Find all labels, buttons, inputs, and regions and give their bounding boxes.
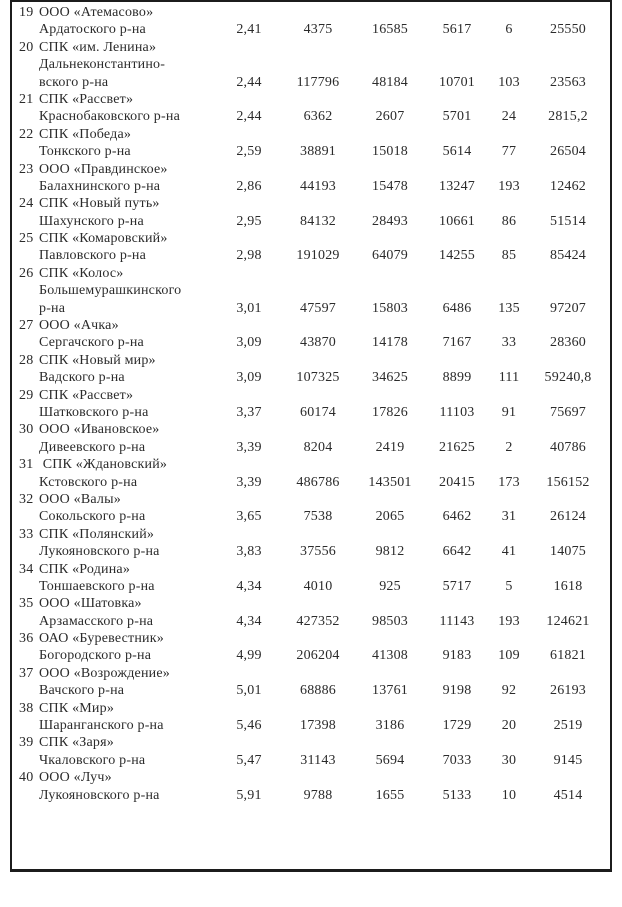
org-name: ООО «Правдинское»: [39, 161, 168, 177]
value-cell: 14075: [550, 544, 586, 560]
value-cell: 44193: [300, 178, 336, 194]
value-cell: 38891: [300, 144, 336, 160]
table-line: [12, 439, 610, 456]
value-cell: 60174: [300, 404, 336, 420]
table-frame: [10, 0, 612, 872]
row-number: 25: [19, 231, 34, 247]
value-cell: 2,44: [236, 74, 262, 90]
value-cell: 4375: [303, 22, 333, 38]
table-line: [12, 282, 610, 299]
value-cell: 2815,2: [548, 109, 588, 125]
org-name: СПК «Комаровский»: [39, 231, 168, 247]
value-cell: 486786: [296, 474, 340, 490]
value-cell: 59240,8: [544, 370, 592, 386]
district-name: Сокольского р-на: [39, 509, 146, 525]
value-cell: 9198: [442, 683, 472, 699]
value-cell: 5614: [442, 144, 472, 160]
value-cell: 15478: [372, 178, 408, 194]
value-cell: 17826: [372, 404, 408, 420]
table-line: [12, 334, 610, 351]
value-cell: 25550: [550, 22, 586, 38]
table-line: [12, 665, 610, 682]
value-cell: 31143: [300, 752, 336, 768]
row-number: 34: [19, 561, 34, 577]
table-line: [12, 247, 610, 264]
value-cell: 3,09: [236, 335, 262, 351]
district-name: Дальнеконстантино-: [39, 57, 166, 73]
district-name: Шахунского р-на: [39, 213, 144, 229]
value-cell: 925: [379, 578, 401, 594]
district-name: Балахнинского р-на: [39, 178, 161, 194]
table-line: [12, 91, 610, 108]
table-line: [12, 230, 610, 247]
table-line: [12, 56, 610, 73]
district-name: Кстовского р-на: [39, 474, 138, 490]
value-cell: 48184: [372, 74, 408, 90]
value-cell: 61821: [550, 648, 586, 664]
value-cell: 51514: [550, 213, 586, 229]
district-name: Лукояновского р-на: [39, 544, 160, 560]
value-cell: 4,34: [236, 613, 262, 629]
table-line: [12, 543, 610, 560]
ranking-table: [12, 2, 610, 804]
org-name: ООО «Валы»: [39, 491, 121, 507]
district-name: Чкаловского р-на: [39, 752, 146, 768]
org-name: СПК «Рассвет»: [39, 387, 134, 403]
org-name: СПК «Родина»: [39, 561, 131, 577]
value-cell: 43870: [300, 335, 336, 351]
district-name: Ардатоского р-на: [39, 22, 146, 38]
value-cell: 34625: [372, 370, 408, 386]
value-cell: 2: [505, 439, 513, 455]
value-cell: 84132: [300, 213, 336, 229]
value-cell: 14178: [372, 335, 408, 351]
value-cell: 9183: [442, 648, 472, 664]
value-cell: 8204: [303, 439, 333, 455]
value-cell: 9145: [553, 752, 583, 768]
district-name: Богородского р-на: [39, 648, 152, 664]
value-cell: 10661: [439, 213, 475, 229]
table-line: [12, 682, 610, 699]
value-cell: 193: [498, 613, 520, 629]
table-line: [12, 508, 610, 525]
value-cell: 173: [498, 474, 520, 490]
district-name: Павловского р-на: [39, 248, 147, 264]
value-cell: 7167: [442, 335, 472, 351]
value-cell: 26193: [550, 683, 586, 699]
value-cell: 191029: [296, 248, 340, 264]
table-line: [12, 787, 610, 804]
row-number: 32: [19, 491, 34, 507]
value-cell: 2607: [375, 109, 405, 125]
value-cell: 1618: [553, 578, 583, 594]
value-cell: 47597: [300, 300, 336, 316]
value-cell: 193: [498, 178, 520, 194]
value-cell: 4,34: [236, 578, 262, 594]
org-name: ОАО «Буревестник»: [39, 631, 164, 647]
value-cell: 41308: [372, 648, 408, 664]
org-name: СПК «Колос»: [39, 265, 124, 281]
table-line: [12, 39, 610, 56]
value-cell: 97207: [550, 300, 586, 316]
district-name: Арзамасского р-на: [39, 613, 154, 629]
district-name: Вачского р-на: [39, 683, 125, 699]
value-cell: 12462: [550, 178, 586, 194]
table-line: [12, 161, 610, 178]
value-cell: 117796: [296, 74, 340, 90]
value-cell: 9788: [303, 787, 333, 803]
row-number: 39: [19, 735, 34, 751]
row-number: 40: [19, 770, 34, 786]
org-name: ООО «Луч»: [39, 770, 112, 786]
value-cell: 1729: [442, 718, 472, 734]
table-line: [12, 387, 610, 404]
value-cell: 15018: [372, 144, 408, 160]
org-name: ООО «Возрождение»: [39, 665, 170, 681]
district-name: Лукояновского р-на: [39, 787, 160, 803]
value-cell: 64079: [372, 248, 408, 264]
value-cell: 13761: [372, 683, 408, 699]
table-line: [12, 300, 610, 317]
value-cell: 3,09: [236, 370, 262, 386]
table-line: [12, 700, 610, 717]
value-cell: 92: [501, 683, 517, 699]
table-line: [12, 143, 610, 160]
table-line: [12, 578, 610, 595]
value-cell: 5617: [442, 22, 472, 38]
row-number: 31: [19, 457, 34, 473]
value-cell: 3,39: [236, 439, 262, 455]
table-line: [12, 195, 610, 212]
value-cell: 2,98: [236, 248, 262, 264]
org-name: ООО «Ивановское»: [39, 422, 160, 438]
value-cell: 6486: [442, 300, 472, 316]
value-cell: 1655: [375, 787, 405, 803]
org-name: СПК «им. Ленина»: [39, 39, 157, 55]
district-name: вского р-на: [39, 74, 109, 90]
value-cell: 3,01: [236, 300, 262, 316]
row-number: 23: [19, 161, 34, 177]
value-cell: 427352: [296, 613, 340, 629]
district-name: р-на: [39, 300, 66, 316]
district-name: Сергачского р-на: [39, 335, 144, 351]
org-name: СПК «Мир»: [39, 700, 115, 716]
value-cell: 7538: [303, 509, 333, 525]
table-line: [12, 404, 610, 421]
value-cell: 5,01: [236, 683, 262, 699]
value-cell: 37556: [300, 544, 336, 560]
value-cell: 24: [501, 109, 517, 125]
row-number: 19: [19, 5, 34, 20]
row-number: 29: [19, 387, 34, 403]
value-cell: 124621: [546, 613, 590, 629]
table-line: [12, 491, 610, 508]
org-name: СПК «Заря»: [39, 735, 114, 751]
table-line: [12, 369, 610, 386]
value-cell: 26504: [550, 144, 586, 160]
value-cell: 3,83: [236, 544, 262, 560]
table-line: [12, 613, 610, 630]
table-line: [12, 421, 610, 438]
table-line: [12, 561, 610, 578]
value-cell: 206204: [296, 648, 340, 664]
row-number: 21: [19, 91, 34, 107]
org-name: СПК «Полянский»: [39, 526, 155, 542]
value-cell: 107325: [296, 370, 340, 386]
table-line: [12, 630, 610, 647]
org-name: СПК «Новый путь»: [39, 196, 160, 212]
row-number: 24: [19, 196, 34, 212]
value-cell: 10701: [439, 74, 475, 90]
value-cell: 2065: [375, 509, 405, 525]
value-cell: 21625: [439, 439, 475, 455]
table-line: [12, 647, 610, 664]
table-line: [12, 734, 610, 751]
value-cell: 5,47: [236, 752, 262, 768]
value-cell: 33: [501, 335, 517, 351]
table-line: [12, 526, 610, 543]
value-cell: 98503: [372, 613, 408, 629]
value-cell: 28493: [372, 213, 408, 229]
row-number: 36: [19, 631, 34, 647]
value-cell: 2,95: [236, 213, 262, 229]
value-cell: 6: [505, 22, 513, 38]
value-cell: 41: [501, 544, 517, 560]
value-cell: 135: [498, 300, 520, 316]
district-name: Тоншаевского р-на: [39, 578, 155, 594]
row-number: 22: [19, 126, 34, 142]
value-cell: 11103: [439, 404, 475, 420]
table-line: [12, 352, 610, 369]
table-line: [12, 74, 610, 91]
value-cell: 2,41: [236, 22, 262, 38]
value-cell: 16585: [372, 22, 408, 38]
value-cell: 6362: [303, 109, 333, 125]
org-name: ООО «Шатовка»: [39, 596, 142, 612]
value-cell: 10: [501, 787, 517, 803]
row-number: 30: [19, 422, 34, 438]
district-name: Краснобаковского р-на: [39, 109, 180, 125]
value-cell: 5: [505, 578, 513, 594]
row-number: 28: [19, 352, 34, 368]
org-name: СПК «Ждановский»: [39, 457, 168, 473]
row-number: 27: [19, 318, 34, 334]
value-cell: 40786: [550, 439, 586, 455]
value-cell: 111: [498, 370, 520, 386]
value-cell: 143501: [368, 474, 412, 490]
value-cell: 30: [501, 752, 517, 768]
org-name: СПК «Новый мир»: [39, 352, 156, 368]
value-cell: 2,44: [236, 109, 262, 125]
row-number: 37: [19, 665, 34, 681]
org-name: ООО «Ачка»: [39, 318, 119, 334]
value-cell: 91: [501, 404, 517, 420]
value-cell: 5133: [442, 787, 472, 803]
value-cell: 2,86: [236, 178, 262, 194]
value-cell: 75697: [550, 404, 586, 420]
table-line: [12, 769, 610, 786]
value-cell: 85: [501, 248, 517, 264]
row-number: 38: [19, 700, 34, 716]
row-number: 35: [19, 596, 34, 612]
value-cell: 2519: [553, 718, 583, 734]
table-line: [12, 213, 610, 230]
value-cell: 9812: [375, 544, 405, 560]
value-cell: 2419: [375, 439, 405, 455]
value-cell: 2,59: [236, 144, 262, 160]
table-line: [12, 265, 610, 282]
value-cell: 5694: [375, 752, 405, 768]
table-line: [12, 108, 610, 125]
table-line: [12, 317, 610, 334]
value-cell: 13247: [439, 178, 475, 194]
value-cell: 6642: [442, 544, 472, 560]
value-cell: 23563: [550, 74, 586, 90]
value-cell: 3186: [375, 718, 405, 734]
value-cell: 31: [501, 509, 517, 525]
value-cell: 17398: [300, 718, 336, 734]
district-name: Шатковского р-на: [39, 404, 149, 420]
value-cell: 20: [501, 718, 517, 734]
value-cell: 85424: [550, 248, 586, 264]
value-cell: 4010: [303, 578, 333, 594]
value-cell: 77: [501, 144, 517, 160]
value-cell: 20415: [439, 474, 475, 490]
table-line: [12, 717, 610, 734]
value-cell: 28360: [550, 335, 586, 351]
value-cell: 3,39: [236, 474, 262, 490]
value-cell: 4514: [553, 787, 583, 803]
org-name: ООО «Атемасово»: [39, 5, 154, 20]
value-cell: 8899: [442, 370, 472, 386]
row-number: 33: [19, 526, 34, 542]
value-cell: 86: [501, 213, 517, 229]
value-cell: 4,99: [236, 648, 262, 664]
district-name: Тонкского р-на: [39, 144, 131, 160]
row-number: 20: [19, 39, 34, 55]
district-name: Дивеевского р-на: [39, 439, 146, 455]
value-cell: 109: [498, 648, 520, 664]
value-cell: 15803: [372, 300, 408, 316]
district-name: Большемурашкинского: [39, 283, 182, 299]
district-name: Шаранганского р-на: [39, 718, 164, 734]
table-line: [12, 126, 610, 143]
value-cell: 156152: [546, 474, 590, 490]
value-cell: 26124: [550, 509, 586, 525]
value-cell: 5,46: [236, 718, 262, 734]
table-line: [12, 21, 610, 38]
value-cell: 6462: [442, 509, 472, 525]
value-cell: 3,65: [236, 509, 262, 525]
value-cell: 68886: [300, 683, 336, 699]
value-cell: 11143: [439, 613, 475, 629]
table-line: [12, 4, 610, 21]
table-line: [12, 474, 610, 491]
table-line: [12, 456, 610, 473]
value-cell: 5717: [442, 578, 472, 594]
value-cell: 3,37: [236, 404, 262, 420]
table-line: [12, 178, 610, 195]
district-name: Вадского р-на: [39, 370, 125, 386]
value-cell: 5701: [442, 109, 472, 125]
value-cell: 7033: [442, 752, 472, 768]
value-cell: 103: [498, 74, 520, 90]
org-name: СПК «Рассвет»: [39, 91, 134, 107]
row-number: 26: [19, 265, 34, 281]
value-cell: 5,91: [236, 787, 262, 803]
org-name: СПК «Победа»: [39, 126, 132, 142]
value-cell: 14255: [439, 248, 475, 264]
table-line: [12, 595, 610, 612]
table-line: [12, 752, 610, 769]
